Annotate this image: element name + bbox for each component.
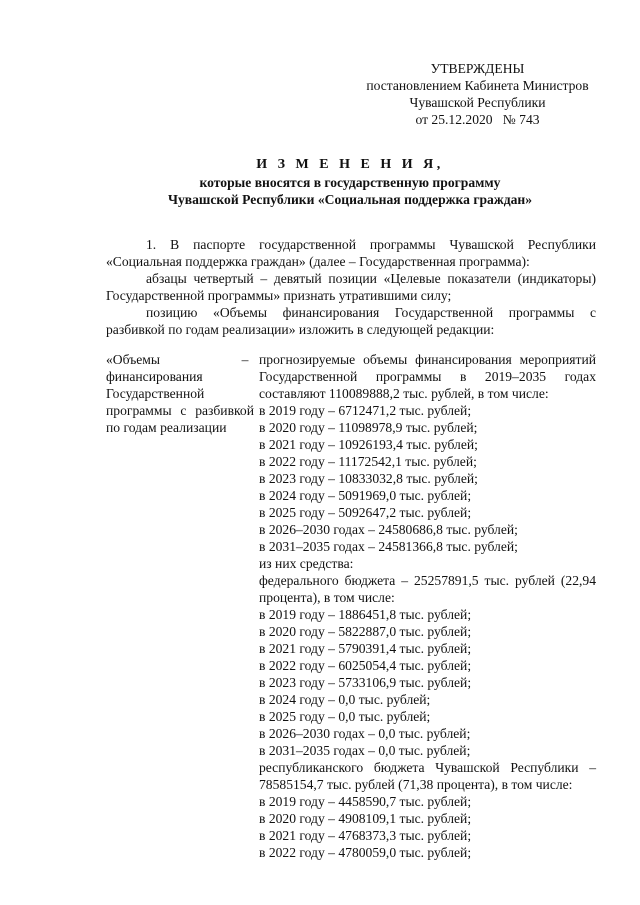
- funding-line: в 2021 году – 4768373,3 тыс. рублей;: [259, 828, 472, 843]
- document-subtitle-2: Чувашской Республики «Социальная поддержка граждан»: [167, 192, 533, 207]
- approval-line-4: от 25.12.2020 № 743: [415, 112, 540, 127]
- funding-line: в 2025 году – 5092647,2 тыс. рублей;: [259, 505, 472, 520]
- funding-line: в 2019 году – 1886451,8 тыс. рублей;: [259, 607, 472, 622]
- funding-line: в 2021 году – 10926193,4 тыс. рублей;: [259, 437, 478, 452]
- funding-line: в 2025 году – 0,0 тыс. рублей;: [259, 709, 431, 724]
- approval-stamp: [355, 60, 600, 128]
- funding-table-dash: –: [241, 352, 249, 367]
- funding-line: в 2031–2035 годах – 24581366,8 тыс. рублей;: [259, 539, 518, 554]
- funding-line: в 2023 году – 10833032,8 тыс. рублей;: [259, 471, 478, 486]
- funding-line: в 2022 году – 11172542,1 тыс. рублей;: [259, 454, 477, 469]
- funding-table-label: «Объемы финансирования Государственной программы с разбивкой по годам реализации: [106, 352, 254, 435]
- funding-line: в 2023 году – 5733106,9 тыс. рублей;: [259, 675, 472, 690]
- funding-line: республиканского бюджета Чувашской Республики – 78585154,7 тыс. рублей (71,38 процента), в том числе:: [259, 760, 596, 792]
- document-body: [106, 236, 596, 338]
- funding-line: в 2020 году – 4908109,1 тыс. рублей;: [259, 811, 472, 826]
- funding-line: в 2031–2035 годах – 0,0 тыс. рублей;: [259, 743, 471, 758]
- funding-line: в 2024 году – 5091969,0 тыс. рублей;: [259, 488, 472, 503]
- approval-line-1: УТВЕРЖДЕНЫ: [430, 61, 525, 76]
- funding-line: в 2019 году – 6712471,2 тыс. рублей;: [259, 403, 472, 418]
- paragraph-1: 1. В паспорте государственной программы Чувашской Республики «Социальная поддержка граждан» (далее – Государственная программа):: [106, 237, 596, 269]
- funding-line: в 2022 году – 6025054,4 тыс. рублей;: [259, 658, 472, 673]
- paragraph-2: абзацы четвертый – девятый позиции «Целевые показатели (индикаторы) Государственной программы» признать утратившими силу;: [106, 271, 596, 303]
- approval-line-2: постановлением Кабинета Министров: [366, 78, 589, 93]
- document-title-block: [100, 156, 600, 208]
- paragraph-3: позицию «Объемы финансирования Государственной программы с разбивкой по годам реализации» изложить в следующей редакции:: [106, 305, 596, 337]
- funding-line: в 2021 году – 5790391,4 тыс. рублей;: [259, 641, 472, 656]
- funding-line: прогнозируемые объемы финансирования мероприятий Государственной программы в 2019–2035 годах составляют 110089888,2 тыс. рублей, в том числе:: [259, 352, 596, 401]
- funding-line: в 2026–2030 годах – 0,0 тыс. рублей;: [259, 726, 471, 741]
- funding-line: в 2024 году – 0,0 тыс. рублей;: [259, 692, 431, 707]
- funding-line: федерального бюджета – 25257891,5 тыс. рублей (22,94 процента), в том числе:: [259, 573, 596, 605]
- funding-line: в 2019 году – 4458590,7 тыс. рублей;: [259, 794, 472, 809]
- funding-line: из них средства:: [259, 556, 354, 571]
- funding-table-values: [259, 351, 596, 861]
- approval-line-3: Чувашской Республики: [409, 95, 546, 110]
- funding-line: в 2020 году – 11098978,9 тыс. рублей;: [259, 420, 478, 435]
- funding-line: в 2020 году – 5822887,0 тыс. рублей;: [259, 624, 472, 639]
- funding-line: в 2026–2030 годах – 24580686,8 тыс. рублей;: [259, 522, 518, 537]
- document-title: И З М Е Н Е Н И Я,: [256, 157, 444, 172]
- document-subtitle-1: которые вносятся в государственную программу: [199, 175, 501, 190]
- funding-line: в 2022 году – 4780059,0 тыс. рублей;: [259, 845, 472, 860]
